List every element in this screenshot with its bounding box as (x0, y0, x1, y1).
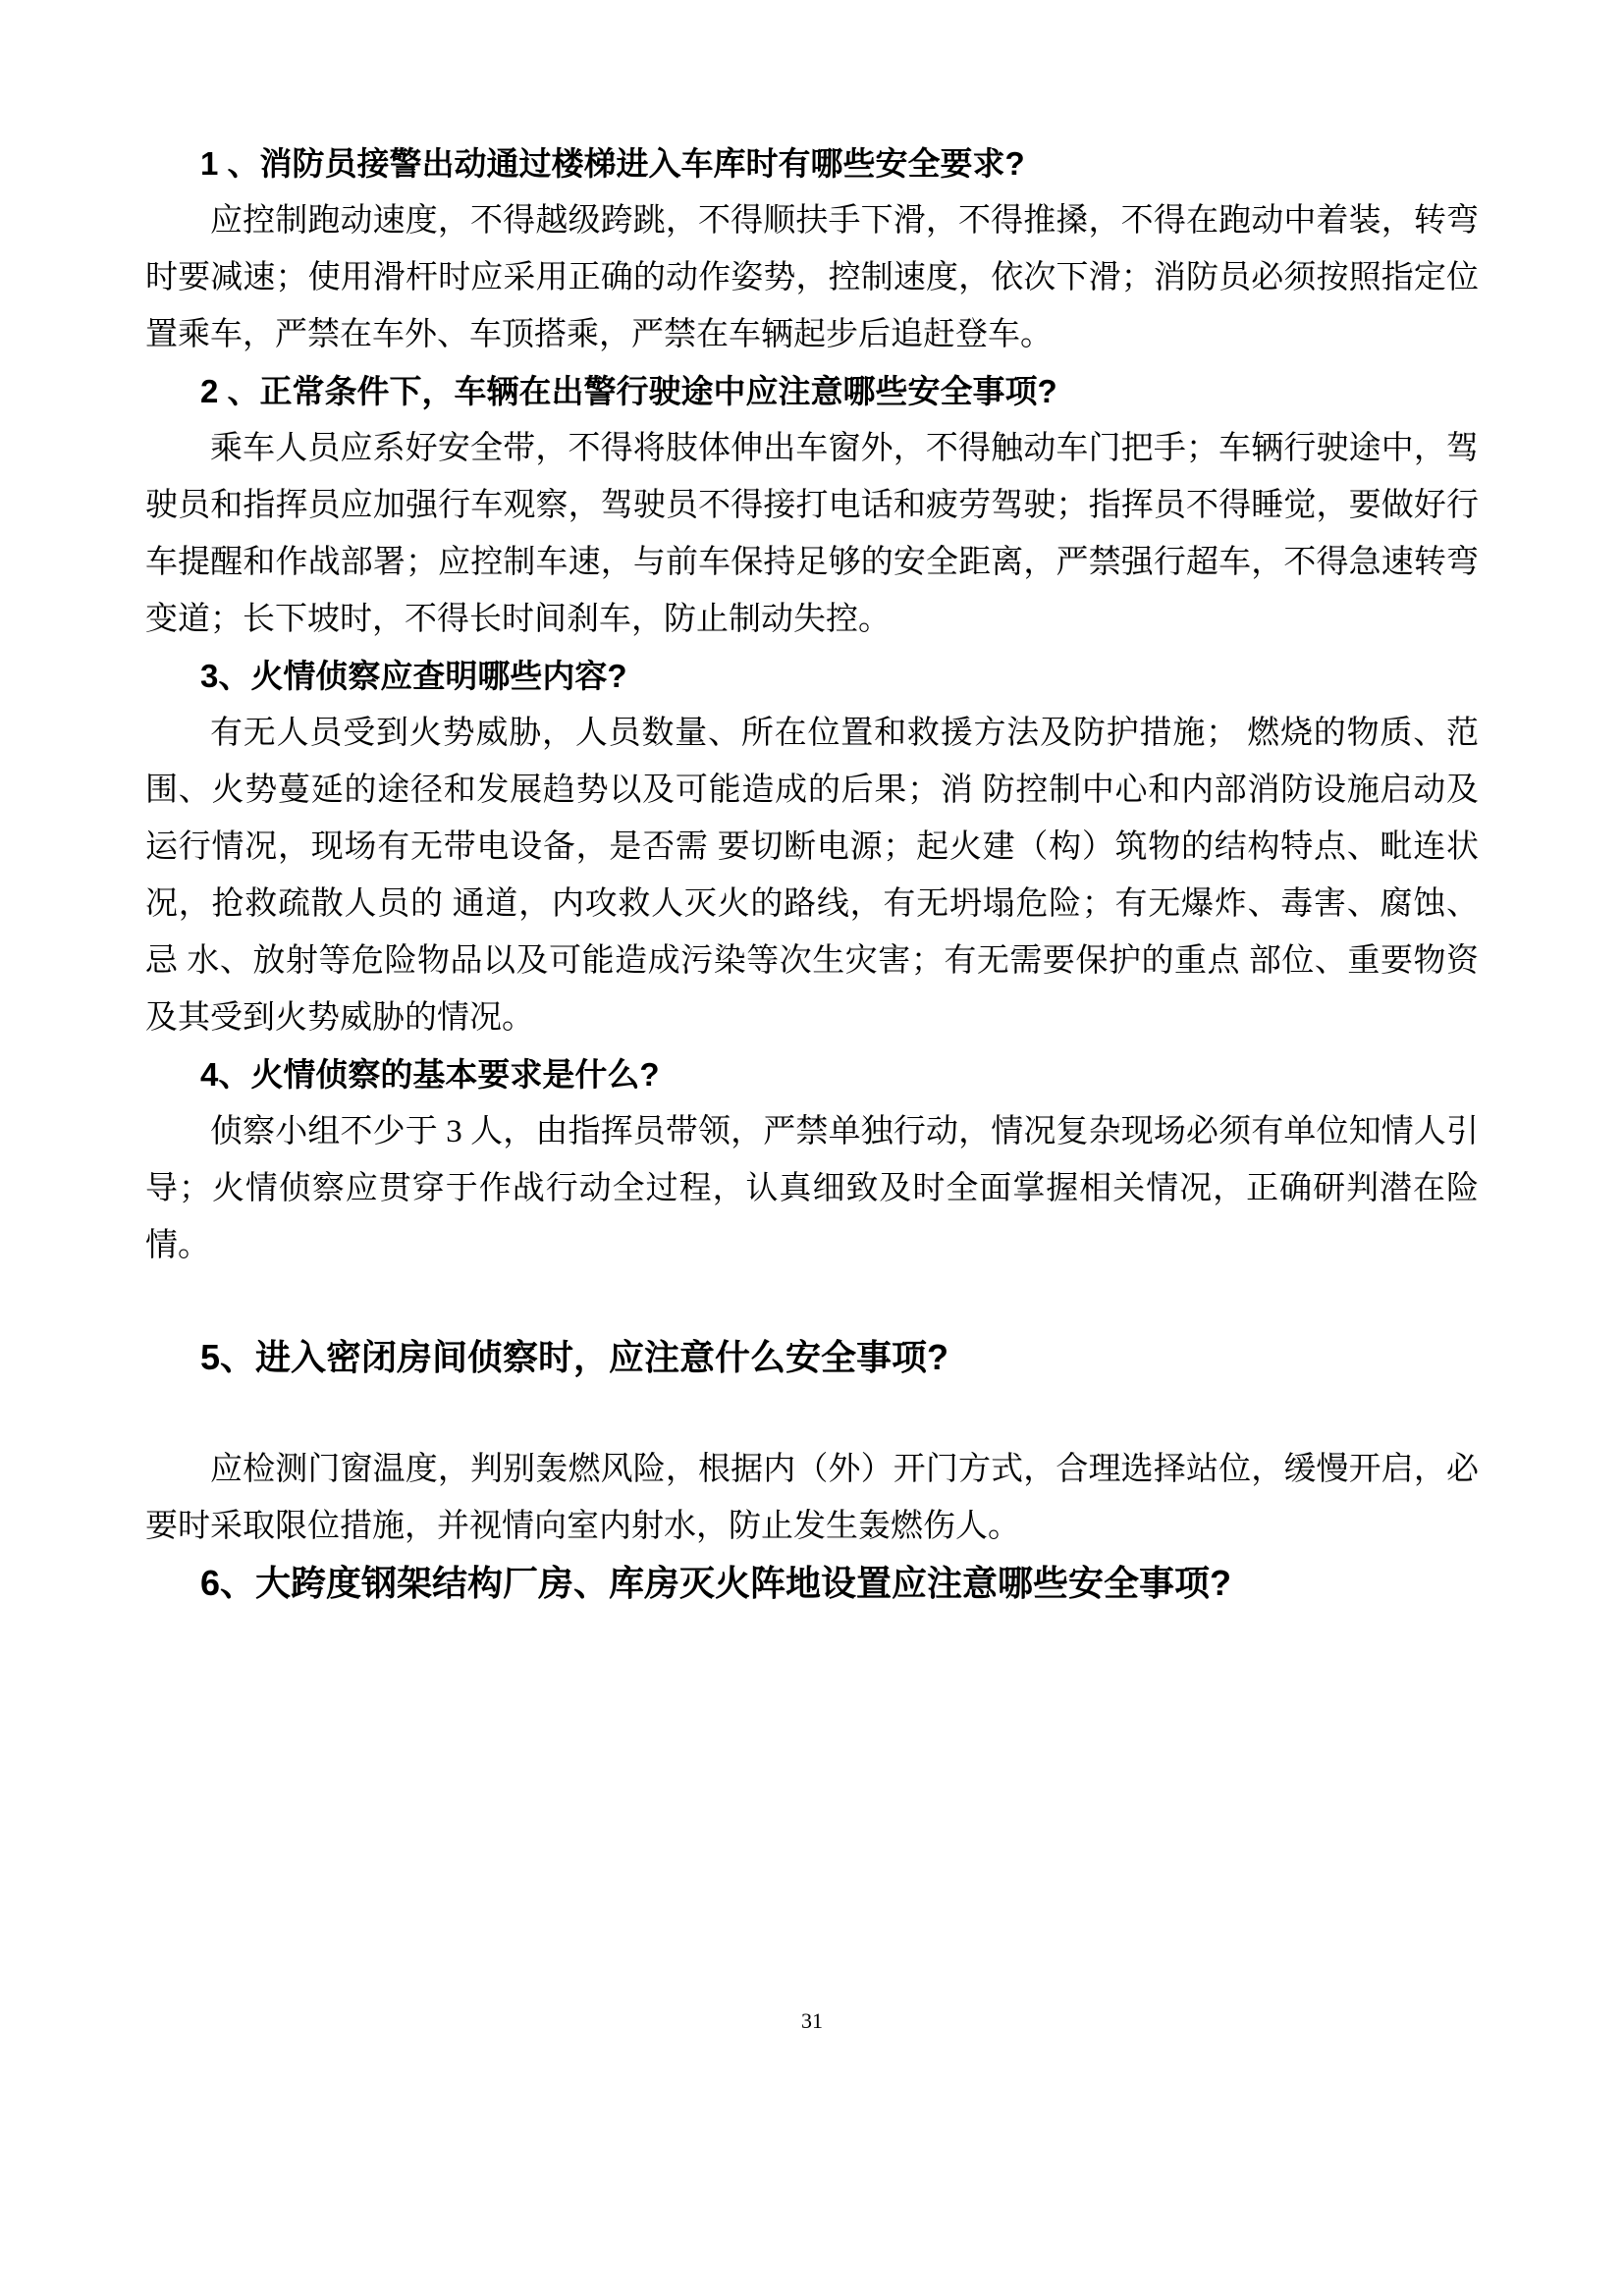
question-1: 1 、消防员接警出动通过楼梯进入车库时有哪些安全要求? (200, 145, 1025, 182)
qa-block-6 (145, 1555, 1479, 1612)
question-4: 4、火情侦察的基本要求是什么? (200, 1056, 660, 1093)
answer-3: 有无人员受到火势威胁，人员数量、所在位置和救援方法及防护措施； 燃烧的物质、范围、火势蔓延的途径和发展趋势以及可能造成的后果；消 防控制中心和内部消防设施启动及运行情况，现场有无带电设备，是否需 要切断电源；起火建（构）筑物的结构特点、毗连状况，抢救疏散人员的 通道，内攻救人灭火的路线，有无坍塌危险；有无爆炸、毒害、腐蚀、忌 水、放射等危险物品以及可能造成污染等次生灾害；有无需要保护的重点 部位、重要物资及其受到火势威胁的情况。 (145, 716, 1480, 1036)
question-5: 5、进入密闭房间侦察时，应注意什么安全事项? (200, 1337, 949, 1377)
answer-5: 应检测门窗温度，判别轰燃风险，根据内（外）开门方式，合理选择站位，缓慢开启，必要时采取限位措施，并视情向室内射水，防止发生轰燃伤人。 (145, 1452, 1479, 1544)
question-6: 6、大跨度钢架结构厂房、库房灭火阵地设置应注意哪些安全事项? (200, 1563, 1232, 1603)
answer-4: 侦察小组不少于 3 人，由指挥员带领，严禁单独行动，情况复杂现场必须有单位知情人引导；火情侦察应贯穿于作战行动全过程，认真细致及时全面掌握相关情况，正确研判潜在险情。 (145, 1114, 1479, 1263)
qa-block-1 (145, 135, 1479, 363)
page-number: 31 (801, 2008, 823, 2033)
question-2: 2 、正常条件下，车辆在出警行驶途中应注意哪些安全事项? (200, 373, 1057, 409)
qa-block-4 (145, 1046, 1479, 1274)
answer-2: 乘车人员应系好安全带，不得将肢体伸出车窗外，不得触动车门把手；车辆行驶途中，驾驶员和指挥员应加强行车观察，驾驶员不得接打电话和疲劳驾驶；指挥员不得睡觉，要做好行车提醒和作战部署；应控制车速，与前车保持足够的安全距离，严禁强行超车，不得急速转弯变道；长下坡时，不得长时间刹车，防止制动失控。 (145, 431, 1479, 637)
qa-block-3 (145, 648, 1479, 1046)
qa-block-2 (145, 363, 1479, 648)
question-3: 3、火情侦察应查明哪些内容? (200, 658, 627, 694)
answer-1: 应控制跑动速度，不得越级跨跳，不得顺扶手下滑，不得推搡，不得在跑动中着装，转弯时要减速；使用滑杆时应采用正确的动作姿势，控制速度，依次下滑；消防员必须按照指定位置乘车，严禁在车外、车顶搭乘，严禁在车辆起步后追赶登车。 (145, 203, 1479, 352)
qa-block-5 (145, 1329, 1479, 1555)
